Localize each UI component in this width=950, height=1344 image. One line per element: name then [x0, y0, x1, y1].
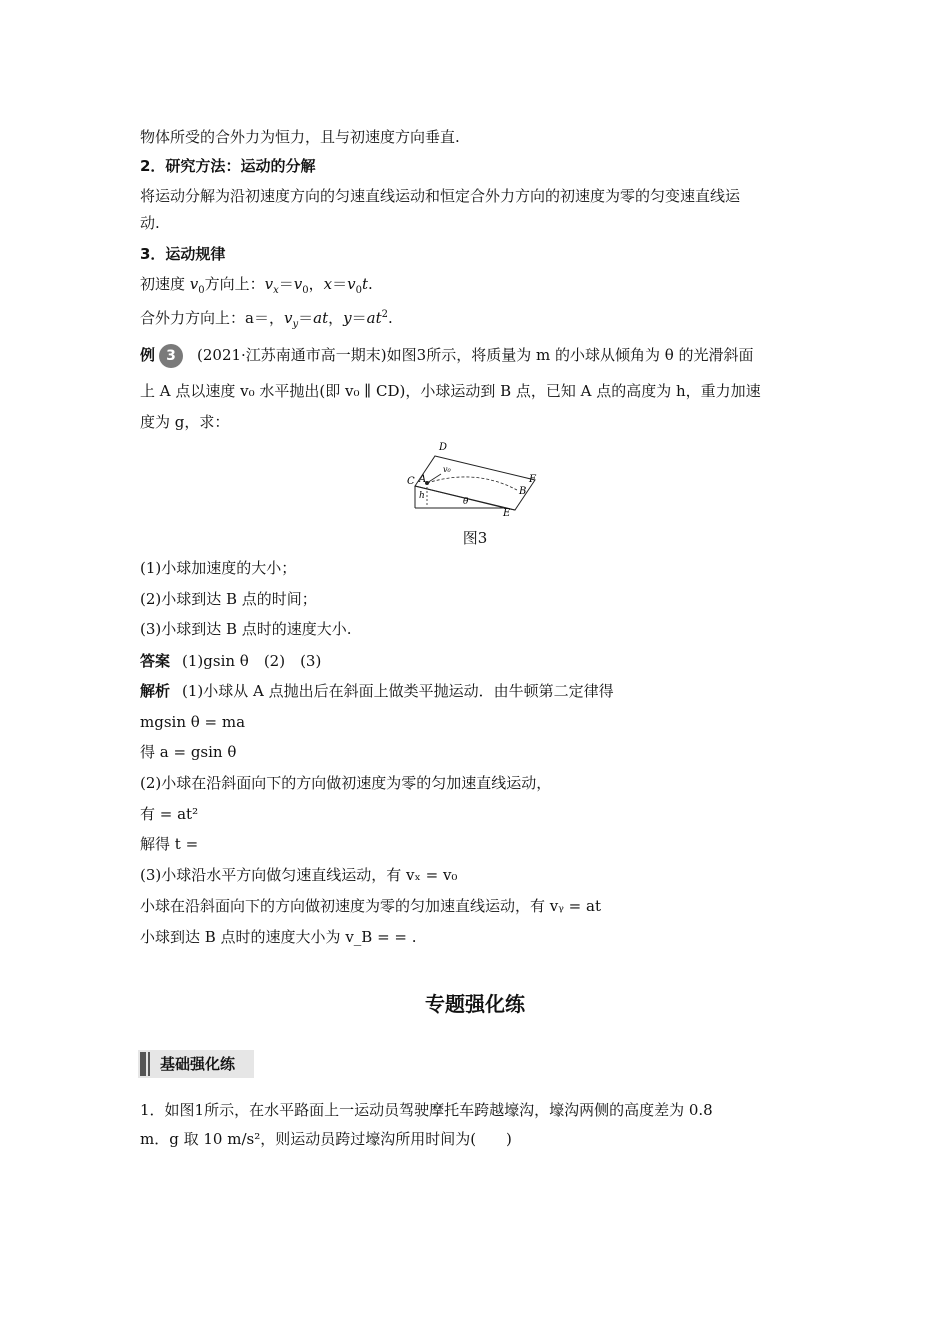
- example-line: 上 A 点以速度 v₀ 水平抛出(即 v₀ ∥ CD)，小球运动到 B 点，已知 A 点的高度为 h，重力加速: [140, 382, 761, 400]
- example-number-badge: 3: [159, 344, 183, 368]
- solution-line: 解得 t =: [140, 835, 199, 853]
- label-theta: θ: [463, 497, 469, 507]
- section-title: 专题强化练: [425, 992, 525, 1016]
- solution-line: mgsin θ = ma: [140, 713, 246, 731]
- rule-net-force: 合外力方向上：a＝，$v_y=at$，$y=at^2$.: [140, 309, 393, 330]
- solution-line: 有 = at²: [140, 805, 199, 823]
- paragraph-line: 将运动分解为沿初速度方向的匀速直线运动和恒定合外力方向的初速度为零的匀变速直线运: [140, 187, 741, 205]
- solution-line: 小球在沿斜面向下的方向做初速度为零的匀加速直线运动，有 vᵧ = at: [140, 897, 601, 915]
- label-h: h: [419, 491, 425, 501]
- incline-figure: [405, 438, 545, 518]
- question-3: (3)小球到达 B 点时的速度大小.: [140, 620, 352, 638]
- question-1: (1)小球加速度的大小；: [140, 559, 297, 577]
- example-label: 例: [140, 346, 156, 364]
- section-tag-label: 基础强化练: [160, 1055, 236, 1073]
- solution-line: 解析 (1)小球从 A 点抛出后在斜面上做类平抛运动．由牛顿第二定律得: [140, 682, 614, 700]
- section-tag: [138, 1050, 254, 1078]
- label-v0: v₀: [443, 465, 451, 474]
- answer-label: 答案: [140, 652, 171, 670]
- exercise-1-line: m．g 取 10 m/s²，则运动员跨过壕沟所用时间为( ): [140, 1130, 512, 1148]
- question-2: (2)小球到达 B 点的时间；: [140, 590, 317, 608]
- label-E: E: [503, 508, 511, 518]
- paragraph-line: 动.: [140, 214, 160, 232]
- example-line: 度为 g，求：: [140, 413, 230, 431]
- label-C: C: [407, 476, 415, 487]
- solution-line: (3)小球沿水平方向做匀速直线运动，有 vₓ = v₀: [140, 866, 458, 884]
- solution-line: (2)小球在沿斜面向下的方向做初速度为零的匀加速直线运动，: [140, 774, 552, 792]
- heading-research-method: 2．研究方法：运动的分解: [140, 157, 316, 175]
- label-B: B: [519, 486, 527, 497]
- solution-label: 解析: [140, 682, 171, 700]
- example-line: 例 3 (2021·江苏南通市高一期末)如图3所示，将质量为 m 的小球从倾角为 θ 的光滑斜面: [140, 344, 754, 368]
- label-A: A: [419, 474, 427, 485]
- figure-caption: 图3: [462, 529, 488, 547]
- exercise-1-line: 1．如图1所示，在水平路面上一运动员驾驶摩托车跨越壕沟，壕沟两侧的高度差为 0.8: [140, 1101, 713, 1119]
- label-F: F: [529, 474, 536, 485]
- solution-line: 小球到达 B 点时的速度大小为 v_B = = .: [140, 928, 417, 946]
- solution-line: 得 a = gsin θ: [140, 743, 237, 761]
- intro-line: 物体所受的合外力为恒力，且与初速度方向垂直.: [140, 128, 460, 146]
- answer-line: 答案 (1)gsin θ (2) (3): [140, 652, 322, 670]
- heading-motion-rules: 3．运动规律: [140, 245, 226, 263]
- rule-initial-velocity: 初速度 $v_0$方向上：$v_x=v_0$，$x=v_0t$.: [140, 275, 373, 296]
- label-D: D: [439, 442, 448, 453]
